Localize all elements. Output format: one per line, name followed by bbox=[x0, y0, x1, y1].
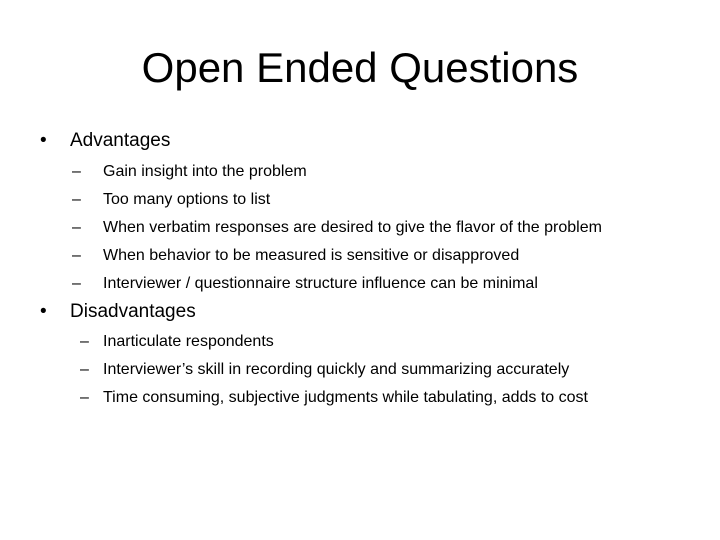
list-item-text: Interviewer / questionnaire structure influence can be minimal bbox=[103, 275, 538, 292]
disadvantages-list bbox=[0, 328, 720, 412]
dash-icon: – bbox=[72, 163, 81, 180]
list-item bbox=[0, 270, 720, 298]
bullet-icon: • bbox=[40, 301, 47, 322]
dash-icon: – bbox=[72, 219, 81, 236]
list-item bbox=[0, 384, 720, 412]
disadvantages-section bbox=[0, 298, 720, 412]
list-item-text: Interviewer’s skill in recording quickly and summarizing accurately bbox=[103, 361, 570, 378]
list-item bbox=[0, 242, 720, 270]
bullet-icon: • bbox=[40, 130, 47, 151]
list-item bbox=[0, 186, 720, 214]
dash-icon: – bbox=[72, 191, 81, 208]
advantages-section bbox=[0, 127, 720, 298]
advantages-heading-row bbox=[0, 127, 720, 155]
list-item-text: When behavior to be measured is sensitive or disapproved bbox=[103, 247, 520, 264]
advantages-heading: Advantages bbox=[70, 130, 171, 151]
list-item bbox=[0, 158, 720, 186]
slide-title: Open Ended Questions bbox=[141, 44, 579, 91]
list-item-text: Gain insight into the problem bbox=[103, 163, 307, 180]
list-item-text: Time consuming, subjective judgments while tabulating, adds to cost bbox=[103, 389, 588, 406]
list-item bbox=[0, 328, 720, 356]
dash-icon: – bbox=[72, 275, 81, 292]
dash-icon: – bbox=[72, 247, 81, 264]
list-item-text: When verbatim responses are desired to give the flavor of the problem bbox=[103, 219, 602, 236]
list-item-text: Too many options to list bbox=[103, 191, 271, 208]
list-item bbox=[0, 214, 720, 242]
disadvantages-heading-row bbox=[0, 298, 720, 326]
dash-icon: – bbox=[80, 361, 89, 378]
advantages-list bbox=[0, 158, 720, 298]
list-item bbox=[0, 356, 720, 384]
dash-icon: – bbox=[80, 389, 89, 406]
dash-icon: – bbox=[80, 333, 89, 350]
disadvantages-heading: Disadvantages bbox=[70, 301, 196, 322]
list-item-text: Inarticulate respondents bbox=[103, 333, 274, 350]
